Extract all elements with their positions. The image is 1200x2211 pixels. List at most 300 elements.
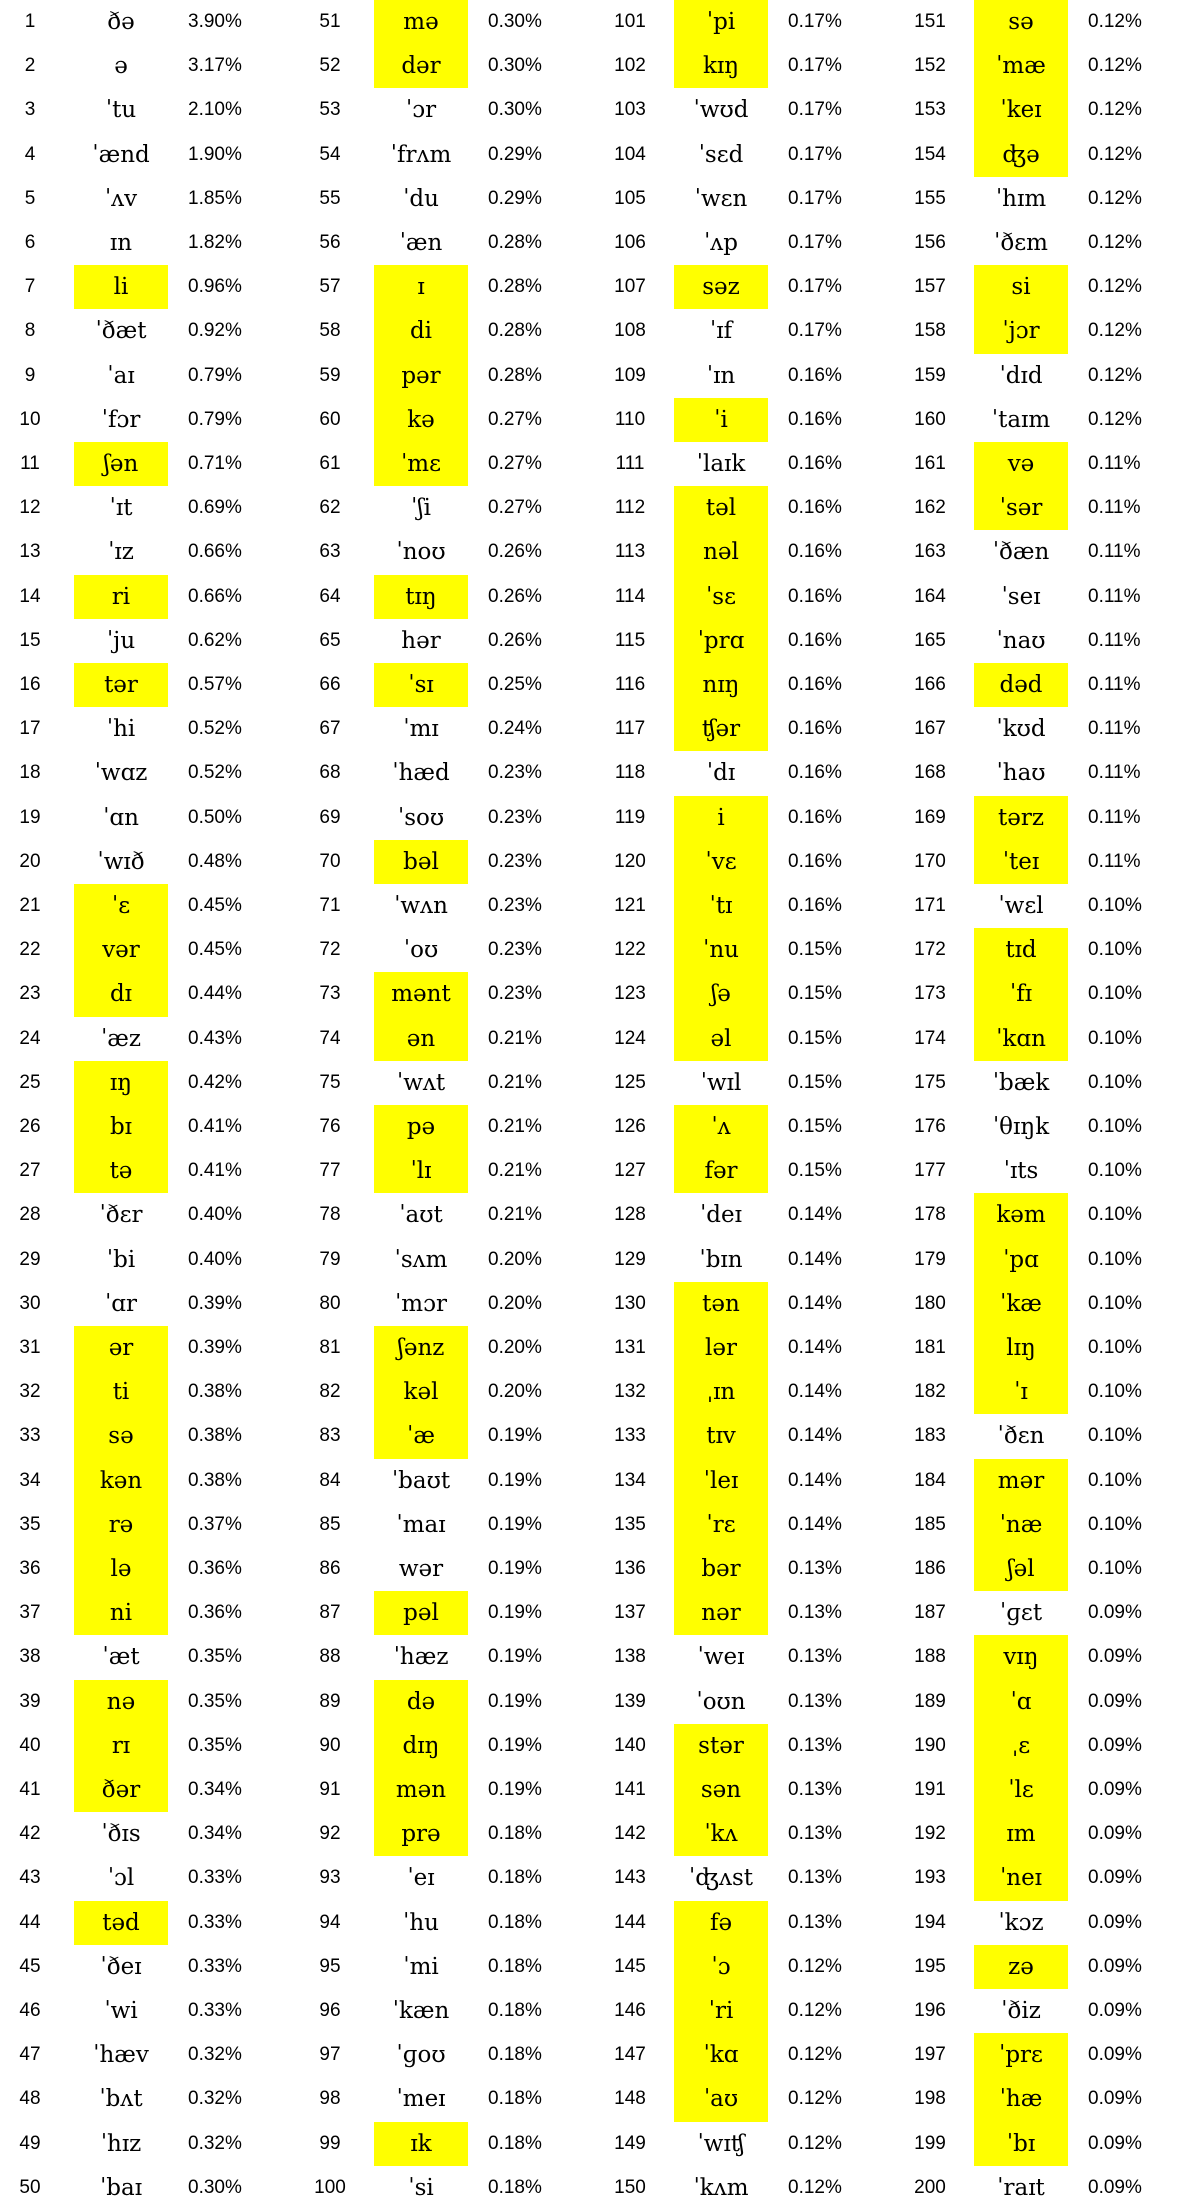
syllable-cell-highlighted: tən (674, 1282, 768, 1326)
table-row (300, 2122, 600, 2166)
rank-number: 63 (319, 541, 341, 563)
frequency-percent: 0.12% (788, 2088, 842, 2110)
rank-number: 175 (914, 1071, 946, 1093)
rank-number: 68 (319, 762, 341, 784)
frequency-percent: 0.19% (488, 1646, 542, 1668)
rank-number: 129 (614, 1248, 646, 1270)
rank-number: 115 (614, 629, 646, 651)
frequency-percent: 0.50% (188, 806, 242, 828)
rank-number: 143 (614, 1867, 646, 1889)
table-row (0, 1282, 300, 1326)
rank-number: 124 (614, 1027, 646, 1049)
frequency-percent: 0.20% (488, 1248, 542, 1270)
table-row (0, 1856, 300, 1900)
rank-number: 55 (319, 187, 341, 209)
rank-number: 173 (914, 983, 946, 1005)
rank-number: 14 (19, 585, 41, 607)
syllable-cell: ˈæt (102, 1644, 140, 1671)
syllable-cell-highlighted: təl (674, 486, 768, 530)
rank-number: 134 (614, 1469, 646, 1491)
frequency-percent: 0.09% (1088, 1690, 1142, 1712)
rank-number: 198 (914, 2088, 946, 2110)
table-row (900, 751, 1200, 795)
syllable-cell: ˈæn (399, 230, 443, 256)
syllable-cell: ˈɡɛt (999, 1600, 1043, 1627)
frequency-percent: 0.27% (488, 408, 542, 430)
rank-number: 116 (614, 674, 646, 695)
rank-number: 147 (614, 2044, 646, 2066)
rank-number: 11 (20, 453, 40, 474)
rank-number: 25 (19, 1071, 41, 1093)
frequency-percent: 0.12% (1088, 232, 1142, 253)
rank-number: 154 (914, 143, 946, 165)
rank-number: 72 (319, 939, 341, 961)
rank-number: 18 (19, 762, 41, 784)
frequency-percent: 0.09% (1088, 2088, 1142, 2110)
frequency-percent: 0.29% (488, 143, 542, 165)
syllable-cell: ˈdeɪ (699, 1202, 742, 1229)
table-row (900, 1503, 1200, 1547)
table-row (0, 88, 300, 132)
syllable-cell-highlighted: ən (374, 1017, 468, 1061)
table-row (900, 133, 1200, 177)
table-row (600, 2033, 900, 2077)
rank-number: 80 (319, 1292, 341, 1314)
table-row (900, 2033, 1200, 2077)
table-row (900, 928, 1200, 972)
rank-number: 66 (319, 674, 341, 695)
rank-number: 74 (319, 1027, 341, 1049)
syllable-cell-highlighted: dɪŋ (374, 1724, 468, 1768)
rank-number: 88 (319, 1646, 341, 1668)
table-row (600, 1017, 900, 1061)
syllable-cell-highlighted: ʃə (674, 972, 768, 1016)
rank-number: 49 (19, 2132, 41, 2154)
table-row (300, 1459, 600, 1503)
syllable-cell-highlighted: ˈpi (674, 0, 768, 44)
frequency-percent: 0.33% (188, 1955, 242, 1977)
syllable-cell-highlighted: ˌɪn (674, 1370, 768, 1414)
syllable-cell-highlighted: tərz (974, 796, 1068, 840)
rank-number: 7 (24, 276, 36, 298)
rank-number: 179 (914, 1248, 946, 1270)
syllable-cell: ˈʌv (104, 185, 138, 212)
rank-number: 126 (614, 1116, 646, 1137)
frequency-percent: 0.26% (488, 585, 542, 607)
frequency-percent: 0.36% (188, 1558, 242, 1579)
table-row (0, 2077, 300, 2121)
rank-number: 5 (24, 187, 36, 209)
syllable-cell-highlighted: ˈteɪ (974, 840, 1068, 884)
frequency-percent: 0.18% (488, 2132, 542, 2154)
table-row (300, 1812, 600, 1856)
syllable-cell-highlighted: ɪŋ (74, 1061, 168, 1105)
rank-number: 19 (19, 806, 41, 828)
rank-number: 24 (19, 1027, 41, 1049)
rank-number: 192 (914, 1823, 946, 1845)
syllable-cell: ˈoʊn (696, 1688, 746, 1715)
frequency-percent: 0.11% (1088, 806, 1141, 828)
table-row (900, 309, 1200, 353)
frequency-percent: 0.23% (488, 762, 542, 784)
rank-number: 114 (614, 585, 646, 607)
rank-number: 141 (614, 1779, 646, 1800)
syllable-cell-highlighted: ˈnæ (974, 1503, 1068, 1547)
frequency-percent: 0.09% (1088, 1646, 1142, 1668)
table-row (900, 1193, 1200, 1237)
frequency-percent: 0.69% (188, 497, 242, 519)
frequency-percent: 0.30% (488, 99, 542, 121)
syllable-cell: ˈlaɪk (696, 451, 746, 477)
table-row (300, 88, 600, 132)
syllable-cell-highlighted: ˈpɑ (974, 1238, 1068, 1282)
rank-number: 56 (319, 232, 341, 253)
frequency-percent: 0.09% (1088, 1911, 1142, 1933)
frequency-percent: 0.12% (1088, 11, 1142, 32)
table-row (900, 177, 1200, 221)
rank-number: 32 (19, 1381, 41, 1403)
table-row (300, 1680, 600, 1724)
table-row (600, 707, 900, 751)
table-row (300, 1768, 600, 1812)
syllable-cell-highlighted: ər (74, 1326, 168, 1370)
syllable-cell-highlighted: ˈlɛ (974, 1768, 1068, 1812)
frequency-percent: 0.71% (188, 453, 242, 474)
syllable-cell: ˈʃi (411, 495, 431, 522)
syllable-cell: ˈmɪ (403, 716, 439, 743)
rank-number: 39 (19, 1690, 41, 1712)
table-row (0, 221, 300, 265)
frequency-percent: 0.19% (488, 1734, 542, 1756)
table-row (0, 1680, 300, 1724)
rank-number: 138 (614, 1646, 646, 1668)
syllable-cell-highlighted: ˈhæ (974, 2077, 1068, 2121)
rank-number: 100 (314, 2176, 346, 2198)
rank-number: 51 (319, 11, 341, 32)
rank-number: 196 (914, 2000, 946, 2021)
frequency-percent: 0.10% (1088, 939, 1142, 961)
rank-number: 153 (914, 99, 946, 121)
frequency-percent: 0.39% (188, 1292, 242, 1314)
syllable-cell: ˈaʊt (399, 1202, 443, 1229)
frequency-percent: 0.27% (488, 453, 542, 474)
frequency-percent: 0.17% (788, 143, 842, 165)
table-row (600, 2122, 900, 2166)
syllable-cell: ˈʤʌst (688, 1865, 754, 1892)
table-row (600, 972, 900, 1016)
frequency-percent: 0.57% (188, 674, 242, 695)
frequency-percent: 2.10% (188, 99, 242, 121)
frequency-percent: 0.09% (1088, 1779, 1142, 1800)
table-row (0, 486, 300, 530)
frequency-percent: 0.37% (188, 1513, 242, 1535)
syllable-cell-highlighted: bər (674, 1547, 768, 1591)
table-row (300, 1856, 600, 1900)
table-row (600, 398, 900, 442)
table-row (300, 398, 600, 442)
table-row (300, 0, 600, 44)
table-row (300, 2033, 600, 2077)
frequency-percent: 0.09% (1088, 2176, 1142, 2198)
syllable-cell-highlighted: li (74, 265, 168, 309)
syllable-cell-highlighted: bəl (374, 840, 468, 884)
table-row (0, 751, 300, 795)
rank-number: 182 (914, 1381, 946, 1403)
syllable-cell: ˈðɛn (997, 1423, 1045, 1450)
rank-number: 17 (19, 718, 41, 740)
syllable-cell-highlighted: ri (74, 575, 168, 619)
rank-number: 169 (914, 806, 946, 828)
syllable-cell-highlighted: ˈjɔr (974, 309, 1068, 353)
rank-number: 40 (19, 1734, 41, 1756)
frequency-percent: 0.10% (1088, 983, 1142, 1005)
rank-number: 152 (914, 55, 946, 77)
frequency-percent: 0.44% (188, 983, 242, 1005)
rank-number: 31 (19, 1337, 41, 1358)
frequency-percent: 0.12% (1088, 320, 1142, 342)
frequency-percent: 0.11% (1088, 762, 1141, 784)
rank-number: 104 (614, 143, 646, 165)
table-row (0, 442, 300, 486)
frequency-percent: 0.16% (788, 408, 842, 430)
frequency-percent: 0.17% (788, 320, 842, 342)
table-row (600, 1459, 900, 1503)
rank-number: 38 (19, 1646, 41, 1668)
frequency-percent: 0.15% (788, 1027, 842, 1049)
table-row (600, 354, 900, 398)
frequency-percent: 0.10% (1088, 1513, 1142, 1535)
table-row (300, 1547, 600, 1591)
rank-number: 105 (614, 187, 646, 209)
frequency-percent: 0.18% (488, 2044, 542, 2066)
syllable-cell: ˈðæn (992, 539, 1050, 566)
table-row (900, 1459, 1200, 1503)
syllable-cell-highlighted: dəd (974, 663, 1068, 707)
syllable-cell: ˈɪts (1003, 1158, 1039, 1185)
frequency-percent: 0.35% (188, 1690, 242, 1712)
frequency-percent: 0.10% (1088, 1558, 1142, 1579)
frequency-percent: 0.23% (488, 983, 542, 1005)
table-row (600, 619, 900, 663)
rank-number: 83 (319, 1425, 341, 1447)
rank-number: 44 (19, 1911, 41, 1933)
frequency-percent: 0.96% (188, 276, 242, 298)
frequency-percent: 0.14% (788, 1513, 842, 1535)
frequency-percent: 0.12% (788, 2176, 842, 2198)
table-row (900, 1017, 1200, 1061)
syllable-cell: ˈkʊd (996, 716, 1046, 743)
syllable-cell: ˈbaɪ (99, 2174, 143, 2201)
frequency-percent: 0.18% (488, 1955, 542, 1977)
table-row (900, 2122, 1200, 2166)
frequency-percent: 0.19% (488, 1469, 542, 1491)
frequency-percent: 0.14% (788, 1381, 842, 1403)
syllable-cell: ˈmaɪ (396, 1511, 446, 1538)
table-row (300, 1193, 600, 1237)
rank-number: 171 (914, 895, 946, 916)
syllable-cell: ˈsi (408, 2174, 434, 2201)
rank-number: 132 (614, 1381, 646, 1403)
rank-number: 184 (914, 1469, 946, 1491)
frequency-percent: 0.66% (188, 585, 242, 607)
frequency-percent: 0.18% (488, 1823, 542, 1845)
frequency-percent: 0.21% (488, 1071, 542, 1093)
syllable-cell: ðə (107, 9, 135, 35)
frequency-percent: 0.12% (1088, 408, 1142, 430)
frequency-percent: 0.34% (188, 1779, 242, 1800)
syllable-cell-highlighted: vɪŋ (974, 1635, 1068, 1679)
rank-number: 122 (614, 939, 646, 961)
frequency-percent: 0.14% (788, 1248, 842, 1270)
frequency-percent: 0.18% (488, 1911, 542, 1933)
frequency-percent: 0.16% (788, 497, 842, 519)
frequency-percent: 0.23% (488, 850, 542, 872)
rank-number: 60 (319, 408, 341, 430)
table-row (0, 44, 300, 88)
frequency-percent: 0.11% (1088, 850, 1141, 872)
rank-number: 62 (319, 497, 341, 519)
frequency-percent: 0.17% (788, 187, 842, 209)
table-row (600, 1680, 900, 1724)
frequency-percent: 1.85% (188, 187, 242, 209)
frequency-percent: 0.12% (1088, 143, 1142, 165)
table-row (300, 221, 600, 265)
frequency-percent: 0.38% (188, 1425, 242, 1447)
rank-number: 78 (319, 1204, 341, 1226)
rank-number: 30 (19, 1292, 41, 1314)
frequency-percent: 0.12% (788, 2044, 842, 2066)
rank-number: 92 (319, 1823, 341, 1845)
table-row (300, 663, 600, 707)
table-row (600, 1414, 900, 1458)
syllable-cell: ˈdɪd (999, 362, 1043, 389)
syllable-cell-highlighted: ˈsər (974, 486, 1068, 530)
syllable-cell-highlighted: di (374, 309, 468, 353)
table-row (300, 1901, 600, 1945)
rank-number: 142 (614, 1823, 646, 1845)
rank-number: 50 (19, 2176, 41, 2198)
frequency-percent: 0.33% (188, 1911, 242, 1933)
rank-number: 121 (614, 895, 646, 916)
syllable-cell-highlighted: sən (674, 1768, 768, 1812)
table-row (600, 928, 900, 972)
table-row (600, 221, 900, 265)
rank-number: 69 (319, 806, 341, 828)
table-row (0, 1414, 300, 1458)
rank-number: 148 (614, 2088, 646, 2110)
syllable-cell: ˈwɑz (94, 760, 148, 787)
syllable-cell: ˈɡoʊ (396, 2042, 446, 2069)
frequency-percent: 0.09% (1088, 2044, 1142, 2066)
table-row (300, 1105, 600, 1149)
syllable-cell-highlighted: i (674, 796, 768, 840)
syllable-cell-highlighted: zə (974, 1945, 1068, 1989)
frequency-percent: 0.13% (788, 1779, 842, 1800)
frequency-percent: 1.82% (188, 232, 242, 253)
syllable-cell: ə (114, 53, 128, 80)
syllable-cell-highlighted: ˈri (674, 1989, 768, 2033)
syllable-cell-highlighted: ʃənz (374, 1326, 468, 1370)
frequency-percent: 0.13% (788, 1734, 842, 1756)
frequency-percent: 0.16% (788, 674, 842, 695)
frequency-percent: 0.32% (188, 2088, 242, 2110)
frequency-percent: 0.11% (1088, 674, 1141, 695)
syllable-cell-highlighted: ˈsɪ (374, 663, 468, 707)
rank-number: 59 (319, 364, 341, 386)
syllable-cell: ˈoʊ (403, 937, 439, 964)
syllable-cell-highlighted: ˈtɪ (674, 884, 768, 928)
frequency-percent: 0.11% (1088, 629, 1141, 651)
frequency-percent: 1.90% (188, 143, 242, 165)
table-row (0, 1635, 300, 1679)
rank-number: 81 (319, 1337, 341, 1358)
frequency-percent: 0.13% (788, 1690, 842, 1712)
syllable-cell-highlighted: ˈʌ (674, 1105, 768, 1149)
frequency-percent: 0.32% (188, 2132, 242, 2154)
syllable-cell: ˈwɛn (694, 185, 748, 212)
frequency-percent: 0.12% (1088, 364, 1142, 386)
frequency-percent: 0.11% (1088, 718, 1141, 740)
frequency-percent: 0.21% (488, 1160, 542, 1182)
table-row (900, 1105, 1200, 1149)
frequency-percent: 0.17% (788, 276, 842, 298)
table-row (0, 884, 300, 928)
rank-number: 64 (319, 585, 341, 607)
rank-number: 75 (319, 1071, 341, 1093)
frequency-percent: 0.20% (488, 1381, 542, 1403)
rank-number: 123 (614, 983, 646, 1005)
rank-number: 47 (19, 2044, 41, 2066)
table-row (0, 1901, 300, 1945)
rank-number: 65 (319, 629, 341, 651)
syllable-cell-highlighted: ˈmæ (974, 44, 1068, 88)
table-row (0, 1193, 300, 1237)
frequency-percent: 0.40% (188, 1248, 242, 1270)
table-row (900, 619, 1200, 663)
table-row (0, 1591, 300, 1635)
frequency-percent: 0.09% (1088, 2132, 1142, 2154)
frequency-percent: 0.23% (488, 895, 542, 916)
table-row (0, 619, 300, 663)
rank-number: 164 (914, 585, 946, 607)
syllable-cell: ˈkʌm (693, 2174, 749, 2201)
syllable-cell-highlighted: si (974, 265, 1068, 309)
frequency-percent: 0.09% (1088, 2000, 1142, 2021)
rank-number: 102 (614, 55, 646, 77)
frequency-percent: 0.16% (788, 585, 842, 607)
syllable-cell-highlighted: lɪŋ (974, 1326, 1068, 1370)
frequency-percent: 0.18% (488, 2000, 542, 2021)
syllable-cell: ˈɪn (706, 362, 736, 389)
syllable-cell: ˈsʌm (394, 1246, 448, 1273)
rank-number: 140 (614, 1734, 646, 1756)
rank-number: 109 (614, 364, 646, 386)
table-row (900, 840, 1200, 884)
table-row (0, 530, 300, 574)
frequency-percent: 0.20% (488, 1292, 542, 1314)
table-row (300, 1945, 600, 1989)
table-column-2 (300, 0, 600, 2211)
frequency-percent: 3.17% (188, 55, 242, 77)
rank-number: 128 (614, 1204, 646, 1226)
frequency-percent: 0.17% (788, 99, 842, 121)
table-row (300, 309, 600, 353)
rank-number: 20 (19, 850, 41, 872)
table-row (300, 2077, 600, 2121)
syllable-cell-highlighted: ˈneɪ (974, 1856, 1068, 1900)
syllable-cell-highlighted: ˈɛ (74, 884, 168, 928)
table-row (300, 884, 600, 928)
